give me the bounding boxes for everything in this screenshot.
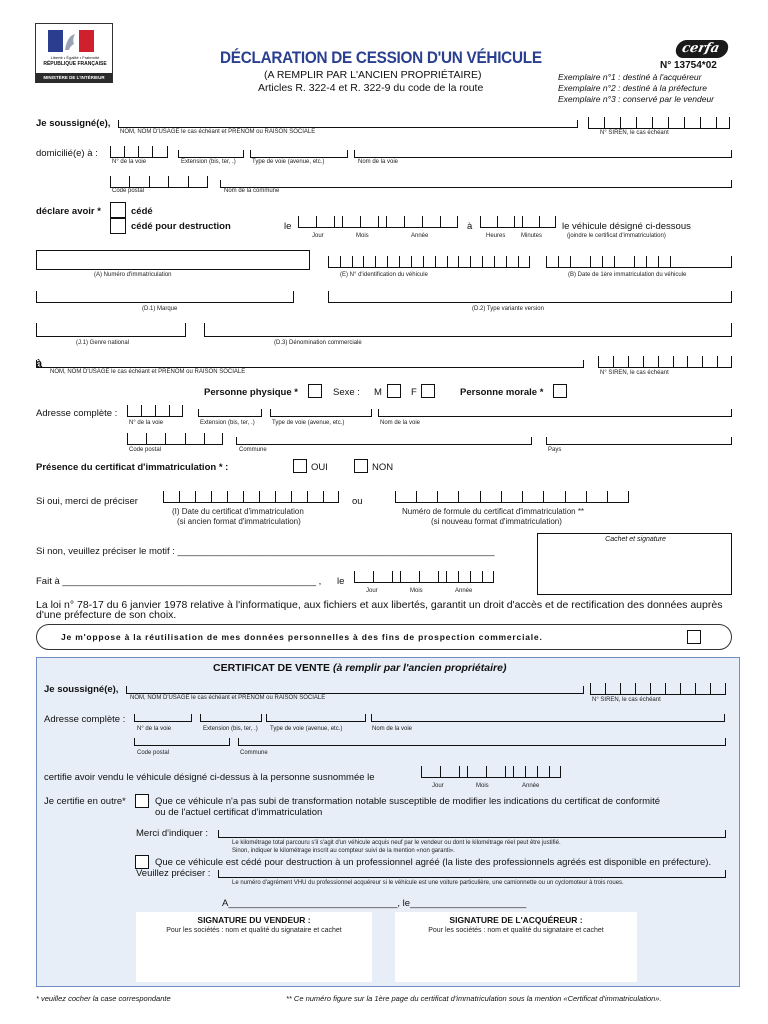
cede-checkbox[interactable] (110, 202, 126, 218)
certificat-non-checkbox[interactable] (354, 459, 368, 473)
marque-caption: (D.1) Marque (142, 306, 178, 312)
seller-no-voie-caption: N° de la voie (112, 159, 147, 165)
veuillez-preciser-label: Veuillez préciser : (136, 868, 211, 879)
domicile-label: domicilié(e) à : (36, 148, 98, 159)
genre-field[interactable] (36, 323, 186, 337)
first-registration-date-field[interactable] (546, 256, 732, 268)
certificat-oui-checkbox[interactable] (293, 459, 307, 473)
personne-morale-checkbox[interactable] (553, 384, 567, 398)
footer-note-2: ** Ce numéro figure sur la 1ère page du certificat d'immatriculation sous la mention «Certificat d'immatriculation». (286, 994, 662, 1003)
sale-extension-field[interactable] (200, 714, 262, 722)
certificat-date-caption: (I) Date du certificat d'immatriculation (172, 507, 304, 516)
buyer-nom-voie-caption: Nom de la voie (380, 420, 421, 426)
sale-jour-caption: Jour (432, 783, 444, 789)
kilometrage-field[interactable] (218, 830, 726, 838)
sale-certifie-label: certifie avoir vendu le véhicule désigné ci-dessus à la personne susnommée le (44, 772, 375, 783)
sig-vendeur-note: Pour les sociétés : nom et qualité du signataire et cachet (166, 927, 342, 934)
seller-name-caption: NOM, NOM D'USAGE le cas échéant et PRÉNOM ou RAISON SOCIALE (120, 129, 316, 135)
buyer-signature-box[interactable] (395, 912, 637, 982)
buyer-type-voie-field[interactable] (270, 409, 372, 417)
seller-extension-field[interactable] (178, 150, 244, 158)
type-variante-field[interactable] (328, 291, 732, 303)
decl-minutes-caption: Minutes (521, 233, 543, 239)
personne-morale-label: Personne morale * (460, 387, 544, 398)
sale-title (213, 662, 506, 674)
sig-vendeur-label: SIGNATURE DU VENDEUR : (197, 915, 311, 925)
buyer-name-field[interactable] (36, 360, 584, 368)
decl-annee-caption: Année (411, 233, 429, 239)
logo-republic: RÉPUBLIQUE FRANÇAISE (43, 61, 107, 67)
sale-siren-field[interactable] (590, 683, 726, 695)
logo-ministry: MINISTÈRE DE L'INTÉRIEUR (36, 73, 112, 83)
buyer-a-label: à (36, 358, 43, 370)
numero-formule-field[interactable] (395, 491, 629, 503)
vhu-caption: Le numéro d'agrément VHU du professionnel acquéreur si le véhicule est une voiture particulière, une camionnette ou un cyclomoteur à trois roues. (232, 880, 624, 886)
opposition-label: Je m'oppose à la réutilisation de mes données personnelles à des fins de prospection commerciale. (61, 632, 543, 642)
seller-siren-field[interactable] (588, 117, 730, 129)
cnil-text: La loi n° 78-17 du 6 janvier 1978 relative à l'informatique, aux fichiers et aux libertés, garantit un droit d'accès et de rectification des données auprès d'une préfecture de son choix. (36, 599, 723, 621)
si-oui-label: Si oui, merci de préciser (36, 496, 138, 507)
sale-type-voie-caption: Type de voie (avenue, etc.) (270, 726, 343, 732)
sale-commune-caption: Commune (240, 750, 268, 756)
seller-code-postal-caption: Code postal (112, 188, 145, 194)
seller-no-voie-field[interactable] (110, 146, 168, 158)
sig-acquereur-label: SIGNATURE DE L'ACQUÉREUR : (449, 915, 583, 925)
buyer-no-voie-field[interactable] (127, 405, 183, 417)
joindre-caption: (joindre le certificat d'immatriculation) (567, 233, 666, 239)
destruction-checkbox[interactable] (135, 855, 149, 869)
sale-title-note: (à remplir par l'ancien propriétaire) (332, 662, 507, 674)
sexe-m-checkbox[interactable] (387, 384, 401, 398)
sale-type-voie-field[interactable] (266, 714, 366, 722)
certifie-outre-label: Je certifie en outre* (44, 796, 126, 807)
copy-3: Exemplaire n°3 : conservé par le vendeur (558, 94, 715, 104)
marque-field[interactable] (36, 291, 294, 303)
seller-siren-caption: N° SIREN, le cas échéant (600, 130, 669, 136)
immat-caption: (A) Numéro d'immatriculation (94, 272, 172, 278)
immatriculation-field[interactable] (36, 250, 310, 270)
declare-label: déclare avoir * (36, 206, 101, 217)
sale-extension-caption: Extension (bis, ter, .) (203, 726, 258, 732)
cerfa-logo: cerfa (674, 40, 730, 58)
cede-destruction-label: cédé pour destruction (131, 221, 231, 232)
buyer-commune-field[interactable] (236, 437, 532, 445)
certificat-non-label: NON (372, 462, 394, 473)
cachet-label: Cachet et signature (605, 536, 666, 543)
sale-a-le-field[interactable]: A________________________________, le______________________ (222, 898, 527, 909)
merci-indiquer-label: Merci d'indiquer : (136, 828, 209, 839)
sale-name-field[interactable] (126, 686, 584, 694)
seller-nom-voie-field[interactable] (354, 150, 732, 158)
form-title: DÉCLARATION DE CESSION D'UN VÉHICULE (220, 48, 542, 67)
copy-1: Exemplaire n°1 : destiné à l'acquéreur (558, 72, 702, 82)
decl-mois-caption: Mois (356, 233, 369, 239)
buyer-extension-caption: Extension (bis, ter, .) (200, 420, 255, 426)
ancien-format-caption: (si ancien format d'immatriculation) (177, 517, 301, 526)
copy-2: Exemplaire n°2 : destiné à la préfecture (558, 83, 707, 93)
sale-code-postal-caption: Code postal (137, 750, 170, 756)
presence-certificat-label: Présence du certificat d'immatriculation * : (36, 462, 229, 473)
sig-acquereur-note: Pour les sociétés : nom et qualité du signataire et cachet (428, 927, 604, 934)
declaration-date-label: le (284, 221, 292, 232)
vin-field[interactable] (328, 256, 530, 268)
sale-title-text: CERTIFICAT DE VENTE (213, 662, 331, 674)
fait-date-field[interactable] (354, 571, 494, 583)
form-subtitle: (A REMPLIR PAR L'ANCIEN PROPRIÉTAIRE) (264, 69, 482, 81)
si-non-field[interactable]: Si non, veuillez préciser le motif : ____________________________________________________________ (36, 546, 495, 557)
sale-adresse-label: Adresse complète : (44, 714, 126, 725)
buyer-no-voie-caption: N° de la voie (129, 420, 164, 426)
sale-soussigne-label: Je soussigné(e), (44, 684, 119, 695)
sale-mois-caption: Mois (476, 783, 489, 789)
destruction-text: Que ce véhicule est cédé pour destruction à un professionnel agréé (la liste des professionnels agréés est disponible en préfecture). (155, 857, 712, 868)
buyer-code-postal-caption: Code postal (129, 447, 162, 453)
seller-type-voie-field[interactable] (250, 150, 348, 158)
fait-a-field[interactable]: Fait à ________________________________________________ , (36, 576, 322, 587)
declaration-time-field[interactable] (480, 216, 556, 228)
denomination-field[interactable] (204, 323, 732, 337)
buyer-type-voie-caption: Type de voie (avenue, etc.) (272, 420, 345, 426)
certificat-date-field[interactable] (163, 491, 339, 503)
buyer-extension-field[interactable] (198, 409, 262, 417)
denomination-caption: (D.3) Dénomination commerciale (274, 340, 362, 346)
sale-code-postal-field[interactable] (134, 738, 230, 746)
cede-label: cédé (131, 206, 153, 217)
fait-le-label: le (337, 576, 345, 587)
vehicule-label: le véhicule désigné ci-dessous (562, 221, 691, 232)
sale-no-voie-caption: N° de la voie (137, 726, 172, 732)
government-logo (35, 23, 113, 83)
buyer-pays-caption: Pays (548, 447, 562, 453)
numero-formule-caption: Numéro de formule du certificat d'immatriculation ** (402, 507, 585, 516)
seller-code-postal-field[interactable] (110, 176, 208, 188)
footer-note-1: * veuillez cocher la case correspondante (36, 994, 171, 1003)
sale-nom-voie-field[interactable] (371, 714, 725, 722)
sexe-m-label: M (374, 387, 382, 398)
declaration-time-label: à (467, 221, 473, 232)
genre-caption: (J.1) Genre national (76, 340, 130, 346)
buyer-code-postal-field[interactable] (127, 433, 223, 445)
sale-siren-caption: N° SIREN, le cas échéant (592, 697, 661, 703)
buyer-nom-voie-field[interactable] (378, 409, 732, 417)
transformation-checkbox[interactable] (135, 794, 149, 808)
opposition-bar (36, 624, 732, 650)
nouveau-format-caption: (si nouveau format d'immatriculation) (431, 517, 562, 526)
vhu-field[interactable] (218, 870, 726, 878)
seller-commune-field[interactable] (220, 180, 732, 188)
declaration-date-field[interactable] (298, 216, 458, 228)
buyer-siren-caption: N° SIREN, le cas échéant (600, 370, 669, 376)
decl-heures-caption: Heures (486, 233, 506, 239)
transformation-text-2: ou de l'actuel certificat d'immatriculation (155, 807, 323, 818)
seller-extension-caption: Extension (bis, ter, .) (181, 159, 236, 165)
decl-jour-caption: Jour (312, 233, 324, 239)
seller-type-voie-caption: Type de voie (avenue, etc.) (252, 159, 325, 165)
cerfa-number: N° 13754*02 (660, 60, 717, 71)
opposition-checkbox[interactable] (687, 630, 701, 644)
sexe-f-label: F (411, 387, 417, 398)
cachet-box[interactable] (537, 533, 732, 595)
form-articles: Articles R. 322-4 et R. 322-9 du code de la route (258, 82, 484, 94)
type-variante-caption: (D.2) Type variante version (472, 306, 544, 312)
buyer-siren-field[interactable] (598, 356, 732, 368)
seller-signature-box[interactable] (136, 912, 372, 982)
fait-jour-caption: Jour (366, 588, 378, 594)
ou-label: ou (352, 496, 363, 507)
personne-physique-label: Personne physique * (204, 387, 298, 398)
sale-name-caption: NOM, NOM D'USAGE le cas échéant et PRÉNOM ou RAISON SOCIALE (130, 695, 326, 701)
seller-name-field[interactable] (118, 120, 578, 128)
sexe-f-checkbox[interactable] (421, 384, 435, 398)
sale-date-field[interactable] (421, 766, 561, 778)
sale-commune-field[interactable] (238, 738, 726, 746)
first-registration-caption: (B) Date de 1ère immatriculation du véhicule (568, 272, 687, 278)
km-caption-2: Sinon, indiquer le kilométrage inscrit au compteur suivi de la mention «non garanti». (232, 848, 455, 854)
transformation-text-1: Que ce véhicule n'a pas subi de transformation notable susceptible de modifier les indications du certificat de conformité (155, 796, 661, 807)
vin-caption: (E) N° d'identification du véhicule (340, 272, 428, 278)
certificat-oui-label: OUI (311, 462, 328, 473)
km-caption-1: Le kilométrage total parcouru s'il s'agit d'un véhicule acquis neuf par le vendeur ou dont le kilométrage réel peut être justifié. (232, 840, 561, 846)
marianne-icon (48, 30, 94, 52)
sexe-label: Sexe : (333, 387, 360, 398)
fait-annee-caption: Année (455, 588, 473, 594)
seller-label: Je soussigné(e), (36, 118, 111, 129)
buyer-name-caption: NOM, NOM D'USAGE le cas échéant et PRÉNOM ou RAISON SOCIALE (50, 369, 246, 375)
personne-physique-checkbox[interactable] (308, 384, 322, 398)
fait-mois-caption: Mois (410, 588, 423, 594)
seller-commune-caption: Nom de la commune (224, 188, 280, 194)
sale-annee-caption: Année (522, 783, 540, 789)
sale-nom-voie-caption: Nom de la voie (372, 726, 413, 732)
buyer-commune-caption: Commune (239, 447, 267, 453)
buyer-adresse-label: Adresse complète : (36, 408, 118, 419)
buyer-pays-field[interactable] (546, 437, 732, 445)
cede-destruction-checkbox[interactable] (110, 218, 126, 234)
seller-nom-voie-caption: Nom de la voie (358, 159, 399, 165)
logo-motto: Liberté • Égalité • Fraternité (50, 55, 100, 60)
sale-no-voie-field[interactable] (134, 714, 192, 722)
